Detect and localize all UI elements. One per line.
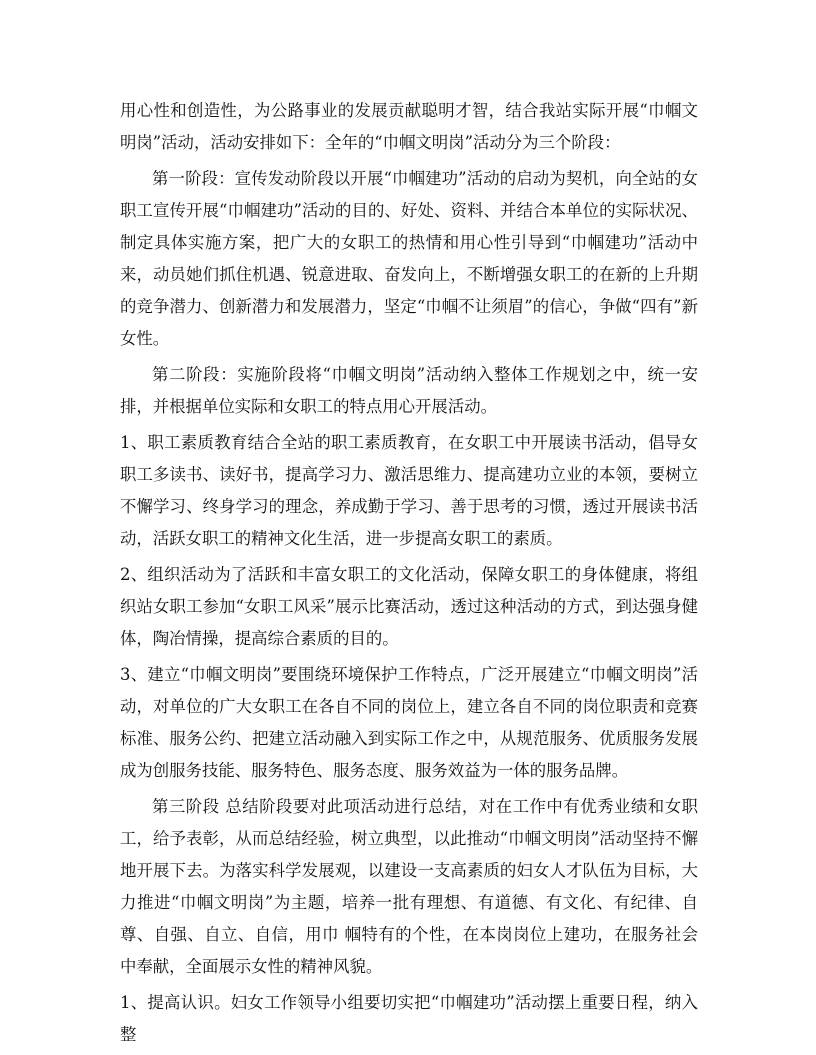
- paragraph-intro: 用心性和创造性，为公路事业的发展贡献聪明才智，结合我站实际开展“巾帼文明岗”活动，活动安排如下：全年的“巾帼文明岗”活动分为三个阶段：: [120, 101, 698, 152]
- paragraph-item-2-activities: 2、组织活动为了活跃和丰富女职工的文化活动，保障女职工的身体健康，将组织站女职工参加“女职工风采”展示比赛活动，透过这种活动的方式，到达强身健体，陶冶情操，提高综合素质的目的。: [120, 565, 698, 648]
- document-body: [120, 95, 698, 1055]
- paragraph-item-1-awareness: 1、提高认识。妇女工作领导小组要切实把“巾帼建功”活动摆上重要日程，纳入整: [120, 993, 698, 1044]
- paragraph-stage-three: 第三阶段 总结阶段要对此项活动进行总结，对在工作中有优秀业绩和女职工，给予表彰，从而总结经验，树立典型，以此推动“巾帼文明岗”活动坚持不懈地开展下去。为落实科学发展观，以建设一支高素质的妇女人才队伍为目标，大力推进“巾帼文明岗”为主题，培养一批有理想、有道德、有文化、有纪律、自尊、自强、自立、自信，用巾 帼特有的个性，在本岗岗位上建功，在服务社会中奉献，全面展示女性的精神风貌。: [120, 797, 698, 976]
- paragraph-stage-one: 第一阶段：宣传发动阶段以开展“巾帼建功”活动的启动为契机，向全站的女职工宣传开展“巾帼建功”活动的目的、好处、资料、并结合本单位的实际状况、制定具体实施方案，把广大的女职工的热情和用心性引导到“巾帼建功”活动中来，动员她们抓住机遇、锐意进取、奋发向上，不断增强女职工的在新的上升期的竞争潜力、创新潜力和发展潜力，坚定“巾帼不让须眉”的信心，争做“四有”新女性。: [120, 169, 698, 348]
- paragraph-stage-two: 第二阶段：实施阶段将“巾帼文明岗”活动纳入整体工作规划之中，统一安排，并根据单位实际和女职工的特点用心开展活动。: [120, 365, 698, 416]
- paragraph-item-1-education: 1、职工素质教育结合全站的职工素质教育，在女职工中开展读书活动，倡导女职工多读书、读好书，提高学习力、激活思维力、提高建功立业的本领，要树立不懈学习、终身学习的理念，养成勤于学习、善于思考的习惯，透过开展读书活动，活跃女职工的精神文化生活，进一步提高女职工的素质。: [120, 433, 698, 548]
- paragraph-item-3-civilized-post: 3、建立“巾帼文明岗”要围绕环境保护工作特点，广泛开展建立“巾帼文明岗”活动，对单位的广大女职工在各自不同的岗位上，建立各自不同的岗位职责和竞赛标准、服务公约、把建立活动融入到实际工作之中，从规范服务、优质服务发展成为创服务技能、服务特色、服务态度、服务效益为一体的服务品牌。: [120, 665, 698, 780]
